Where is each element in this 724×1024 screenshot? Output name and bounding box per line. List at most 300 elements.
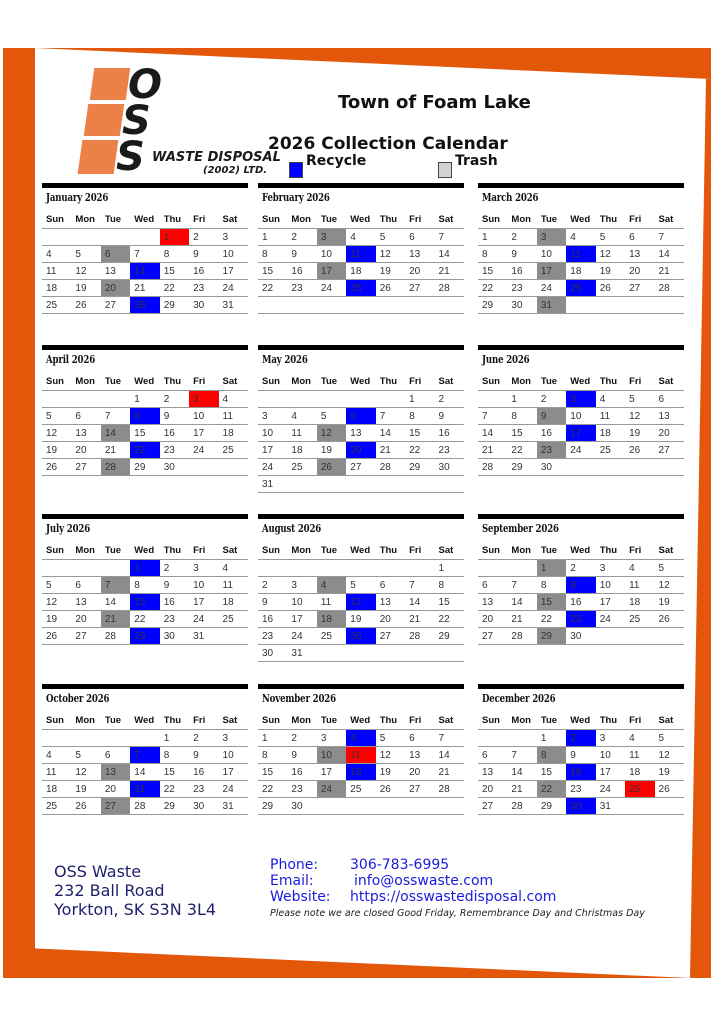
calendar-day: 23: [566, 781, 595, 798]
calendar-day: 24: [566, 442, 595, 459]
calendar-day: 14: [101, 594, 130, 611]
recycle-day: 25: [566, 280, 595, 297]
weekday-header: Sun: [42, 373, 71, 391]
calendar-day: 10: [566, 408, 595, 425]
calendar-day: 17: [189, 594, 218, 611]
logo-company-suffix: (2002) LTD.: [203, 165, 268, 176]
weekday-header: Mon: [287, 211, 316, 229]
calendar-day: 21: [435, 263, 464, 280]
calendar-day: 21: [507, 611, 536, 628]
week-row: [478, 577, 684, 594]
weekday-header: Thu: [376, 211, 405, 229]
calendar-day: 20: [478, 611, 507, 628]
week-row: [42, 781, 248, 798]
empty-day: [258, 391, 287, 408]
week-row: [42, 577, 248, 594]
empty-day: [596, 297, 625, 314]
phone-label: Phone:: [270, 857, 319, 873]
oss-logo: [76, 62, 281, 180]
calendar-day: 31: [258, 476, 287, 493]
calendar-day: 20: [405, 263, 434, 280]
calendar-day: 13: [71, 594, 100, 611]
empty-day: [655, 459, 684, 476]
calendar-day: 29: [478, 297, 507, 314]
calendar-day: 7: [507, 747, 536, 764]
empty-day: [189, 459, 218, 476]
recycle-day: 18: [346, 764, 375, 781]
trash-day: 3: [537, 229, 566, 246]
website-link[interactable]: https://osswastedisposal.com: [350, 889, 557, 905]
calendar-day: 21: [507, 781, 536, 798]
week-row: [42, 594, 248, 611]
recycle-day: 23: [566, 611, 595, 628]
recycle-day: 11: [346, 246, 375, 263]
month-calendar: [258, 345, 464, 493]
weekday-header: Sun: [478, 211, 507, 229]
week-row: [42, 611, 248, 628]
weekday-header: Sat: [219, 211, 248, 229]
calendar-day: 15: [130, 425, 159, 442]
month-divider: [478, 183, 684, 188]
calendar-day: 26: [596, 280, 625, 297]
empty-day: [376, 391, 405, 408]
calendar-day: 31: [287, 645, 316, 662]
calendar-day: 14: [376, 425, 405, 442]
calendar-day: 7: [435, 229, 464, 246]
empty-day: [346, 560, 375, 577]
calendar-day: 27: [71, 628, 100, 645]
empty-day: [376, 476, 405, 493]
week-row: [258, 628, 464, 645]
calendar-day: 13: [101, 263, 130, 280]
recycle-day: 16: [566, 764, 595, 781]
calendar-day: 26: [71, 297, 100, 314]
calendar-day: 19: [376, 764, 405, 781]
month-table: [258, 211, 464, 314]
calendar-day: 5: [376, 229, 405, 246]
calendar-day: 15: [537, 764, 566, 781]
empty-day: [655, 798, 684, 815]
calendar-day: 30: [258, 645, 287, 662]
week-row: [478, 297, 684, 314]
weekday-header: Sun: [42, 211, 71, 229]
calendar-day: 20: [376, 611, 405, 628]
week-row: [42, 280, 248, 297]
address-line-1: OSS Waste: [54, 862, 142, 881]
month-title: July 2026: [46, 522, 91, 535]
weekday-header: Sun: [258, 542, 287, 560]
calendar-day: 11: [42, 764, 71, 781]
weekday-header: Wed: [346, 373, 375, 391]
calendar-day: 21: [655, 263, 684, 280]
week-row: [42, 442, 248, 459]
calendar-day: 10: [537, 246, 566, 263]
week-row: [258, 408, 464, 425]
trash-day: 1: [537, 560, 566, 577]
calendar-day: 14: [435, 246, 464, 263]
calendar-day: 4: [566, 229, 595, 246]
calendar-day: 17: [596, 764, 625, 781]
calendar-day: 10: [596, 577, 625, 594]
empty-day: [317, 560, 346, 577]
calendar-day: 7: [507, 577, 536, 594]
calendar-day: 18: [42, 781, 71, 798]
calendar-day: 6: [655, 391, 684, 408]
recycle-day: 22: [130, 442, 159, 459]
weekday-header: Mon: [507, 542, 536, 560]
week-row: [258, 781, 464, 798]
calendar-day: 1: [160, 730, 189, 747]
calendar-day: 30: [160, 459, 189, 476]
calendar-day: 15: [160, 263, 189, 280]
calendar-day: 1: [478, 229, 507, 246]
calendar-day: 2: [189, 730, 218, 747]
month-calendar: [478, 684, 684, 815]
calendar-day: 23: [160, 611, 189, 628]
calendar-day: 11: [317, 594, 346, 611]
week-row: [42, 764, 248, 781]
month-title: January 2026: [46, 191, 109, 204]
calendar-day: 5: [376, 730, 405, 747]
calendar-day: 25: [219, 611, 248, 628]
week-row: [258, 747, 464, 764]
calendar-day: 2: [287, 229, 316, 246]
calendar-day: 20: [71, 611, 100, 628]
month-divider: [258, 183, 464, 188]
weekday-header: Mon: [507, 211, 536, 229]
calendar-day: 9: [507, 246, 536, 263]
week-row: [42, 798, 248, 815]
weekday-header: Fri: [405, 373, 434, 391]
empty-day: [258, 560, 287, 577]
calendar-day: 24: [219, 280, 248, 297]
calendar-day: 29: [160, 798, 189, 815]
recycle-day: 25: [346, 280, 375, 297]
calendar-day: 18: [287, 442, 316, 459]
month-divider: [478, 514, 684, 519]
empty-day: [625, 459, 654, 476]
calendar-day: 13: [71, 425, 100, 442]
recycle-day: 6: [346, 408, 375, 425]
calendar-day: 6: [71, 408, 100, 425]
calendar-day: 19: [346, 611, 375, 628]
calendar-day: 23: [258, 628, 287, 645]
calendar-day: 28: [478, 459, 507, 476]
calendar-day: 9: [160, 577, 189, 594]
empty-day: [42, 730, 71, 747]
calendar-day: 11: [219, 408, 248, 425]
calendar-day: 8: [478, 246, 507, 263]
month-divider: [478, 345, 684, 350]
month-calendar: [478, 345, 684, 476]
month-divider: [258, 684, 464, 689]
calendar-day: 18: [219, 425, 248, 442]
month-divider: [42, 183, 248, 188]
calendar-day: 10: [189, 408, 218, 425]
calendar-day: 22: [537, 611, 566, 628]
calendar-day: 18: [42, 280, 71, 297]
month-table: [478, 542, 684, 645]
recycle-day: 26: [346, 628, 375, 645]
calendar-day: 2: [566, 560, 595, 577]
week-row: [258, 730, 464, 747]
week-row: [478, 781, 684, 798]
trash-day: 27: [101, 798, 130, 815]
weekday-header: Fri: [189, 211, 218, 229]
trash-day: 8: [537, 747, 566, 764]
weekday-header: Thu: [596, 373, 625, 391]
calendar-day: 17: [189, 425, 218, 442]
calendar-day: 17: [219, 764, 248, 781]
empty-day: [566, 459, 595, 476]
calendar-day: 29: [160, 297, 189, 314]
week-row: [42, 229, 248, 246]
weekday-header: Mon: [507, 712, 536, 730]
calendar-day: 4: [42, 246, 71, 263]
company-address: [54, 862, 216, 919]
calendar-day: 30: [566, 628, 595, 645]
recycle-day: 21: [130, 781, 159, 798]
empty-day: [625, 628, 654, 645]
calendar-day: 10: [287, 594, 316, 611]
calendar-day: 2: [258, 577, 287, 594]
empty-day: [435, 476, 464, 493]
calendar-day: 26: [71, 798, 100, 815]
email-label: Email:: [270, 873, 314, 889]
week-row: [258, 459, 464, 476]
calendar-day: 1: [130, 391, 159, 408]
recycle-day: 11: [566, 246, 595, 263]
month-calendar: [42, 345, 248, 476]
calendar-day: 27: [655, 442, 684, 459]
calendar-day: 16: [507, 263, 536, 280]
calendar-day: 15: [258, 263, 287, 280]
calendar-day: 22: [478, 280, 507, 297]
weekday-header: Tue: [317, 373, 346, 391]
week-row: [42, 425, 248, 442]
calendar-day: 12: [596, 246, 625, 263]
calendar-day: 27: [405, 781, 434, 798]
calendar-day: 29: [130, 459, 159, 476]
weekday-header: Sun: [478, 373, 507, 391]
weekday-header: Thu: [160, 373, 189, 391]
empty-day: [317, 391, 346, 408]
week-row: [42, 263, 248, 280]
calendar-day: 31: [189, 628, 218, 645]
trash-legend-label: Trash: [455, 153, 498, 169]
logo-letter: S: [122, 98, 151, 144]
weekday-header: Fri: [189, 712, 218, 730]
calendar-day: 1: [258, 229, 287, 246]
month-divider: [478, 684, 684, 689]
weekday-header: Thu: [596, 542, 625, 560]
calendar-day: 21: [130, 280, 159, 297]
weekday-header: Fri: [405, 712, 434, 730]
calendar-day: 20: [625, 263, 654, 280]
calendar-day: 24: [317, 280, 346, 297]
calendar-day: 6: [71, 577, 100, 594]
calendar-day: 24: [258, 459, 287, 476]
empty-day: [258, 297, 287, 314]
calendar-day: 8: [258, 747, 287, 764]
calendar-day: 21: [405, 611, 434, 628]
month-calendar: [258, 684, 464, 815]
week-row: [258, 560, 464, 577]
calendar-day: 13: [405, 747, 434, 764]
closed-day: 11: [346, 747, 375, 764]
month-calendar: [478, 183, 684, 314]
closed-day: 3: [189, 391, 218, 408]
month-title: December 2026: [482, 692, 556, 705]
calendar-day: 6: [478, 577, 507, 594]
trash-day: 9: [537, 408, 566, 425]
calendar-day: 22: [507, 442, 536, 459]
calendar-day: 29: [405, 459, 434, 476]
weekday-header: Fri: [625, 373, 654, 391]
weekday-header: Mon: [71, 712, 100, 730]
weekday-header: Thu: [596, 211, 625, 229]
calendar-day: 13: [478, 594, 507, 611]
month-title: April 2026: [46, 353, 96, 366]
empty-day: [478, 730, 507, 747]
week-row: [258, 442, 464, 459]
empty-day: [376, 297, 405, 314]
calendar-day: 8: [130, 577, 159, 594]
calendar-day: 27: [71, 459, 100, 476]
calendar-day: 26: [42, 628, 71, 645]
empty-day: [376, 560, 405, 577]
empty-day: [478, 560, 507, 577]
empty-day: [101, 391, 130, 408]
calendar-day: 29: [537, 798, 566, 815]
recycle-day: 17: [566, 425, 595, 442]
calendar-day: 3: [219, 229, 248, 246]
closed-day: 25: [625, 781, 654, 798]
calendar-day: 24: [287, 628, 316, 645]
calendar-day: 23: [507, 280, 536, 297]
trash-day: 12: [317, 425, 346, 442]
calendar-day: 17: [219, 263, 248, 280]
calendar-day: 19: [71, 280, 100, 297]
calendar-day: 17: [317, 764, 346, 781]
week-row: [258, 611, 464, 628]
calendar-day: 20: [71, 442, 100, 459]
month-title: June 2026: [482, 353, 530, 366]
weekday-header: Sun: [42, 712, 71, 730]
calendar-day: 19: [317, 442, 346, 459]
recycle-day: 29: [130, 628, 159, 645]
phone-number[interactable]: 306-783-6995: [350, 857, 450, 873]
calendar-day: 1: [537, 730, 566, 747]
month-divider: [42, 514, 248, 519]
weekday-header: Tue: [537, 373, 566, 391]
logo-company-name: WASTE DISPOSAL: [152, 150, 281, 165]
calendar-day: 9: [566, 747, 595, 764]
calendar-day: 6: [405, 229, 434, 246]
weekday-header: Wed: [130, 373, 159, 391]
week-row: [258, 425, 464, 442]
calendar-day: 2: [160, 560, 189, 577]
calendar-day: 18: [596, 425, 625, 442]
calendar-day: 22: [258, 280, 287, 297]
calendar-day: 16: [287, 764, 316, 781]
calendar-day: 4: [42, 747, 71, 764]
empty-day: [405, 798, 434, 815]
empty-day: [478, 391, 507, 408]
calendar-day: 5: [71, 246, 100, 263]
logo-bar: [84, 104, 124, 136]
calendar-day: 25: [42, 798, 71, 815]
empty-day: [287, 560, 316, 577]
calendar-day: 19: [376, 263, 405, 280]
empty-day: [346, 476, 375, 493]
week-row: [478, 263, 684, 280]
calendar-day: 22: [160, 280, 189, 297]
calendar-day: 24: [189, 611, 218, 628]
week-row: [478, 442, 684, 459]
weekday-header: Tue: [317, 211, 346, 229]
email-link[interactable]: info@osswaste.com: [354, 873, 494, 889]
address-line-2: 232 Ball Road: [54, 881, 165, 900]
empty-day: [219, 459, 248, 476]
calendar-day: 5: [42, 408, 71, 425]
calendar-day: 11: [219, 577, 248, 594]
calendar-day: 19: [625, 425, 654, 442]
month-table: [478, 211, 684, 314]
trash-day: 26: [317, 459, 346, 476]
empty-day: [42, 229, 71, 246]
week-row: [478, 611, 684, 628]
weekday-header: Tue: [537, 712, 566, 730]
weekday-header: Tue: [101, 712, 130, 730]
calendar-day: 23: [160, 442, 189, 459]
calendar-day: 6: [625, 229, 654, 246]
calendar-day: 5: [346, 577, 375, 594]
calendar-day: 30: [507, 297, 536, 314]
weekday-header: Sat: [435, 542, 464, 560]
weekday-header: Tue: [537, 542, 566, 560]
trash-day: 31: [537, 297, 566, 314]
weekday-header: Fri: [625, 542, 654, 560]
weekday-header: Wed: [566, 211, 595, 229]
calendar-day: 26: [376, 781, 405, 798]
calendar-day: 3: [317, 730, 346, 747]
weekday-header: Wed: [566, 542, 595, 560]
calendar-day: 23: [287, 781, 316, 798]
calendar-day: 10: [219, 246, 248, 263]
calendar-day: 12: [376, 747, 405, 764]
calendar-day: 5: [317, 408, 346, 425]
month-calendar: [42, 684, 248, 815]
calendar-day: 4: [625, 560, 654, 577]
calendar-day: 16: [537, 425, 566, 442]
calendar-day: 13: [405, 246, 434, 263]
calendar-day: 21: [435, 764, 464, 781]
calendar-day: 14: [655, 246, 684, 263]
calendar-day: 16: [258, 611, 287, 628]
week-row: [258, 280, 464, 297]
weekday-header: Sat: [435, 712, 464, 730]
empty-day: [317, 645, 346, 662]
calendar-day: 25: [42, 297, 71, 314]
week-row: [478, 730, 684, 747]
recycle-day: 3: [566, 391, 595, 408]
month-calendar: [42, 514, 248, 645]
empty-day: [655, 297, 684, 314]
recycle-day: 9: [566, 577, 595, 594]
weekday-header: Wed: [346, 211, 375, 229]
trash-day: 17: [537, 263, 566, 280]
